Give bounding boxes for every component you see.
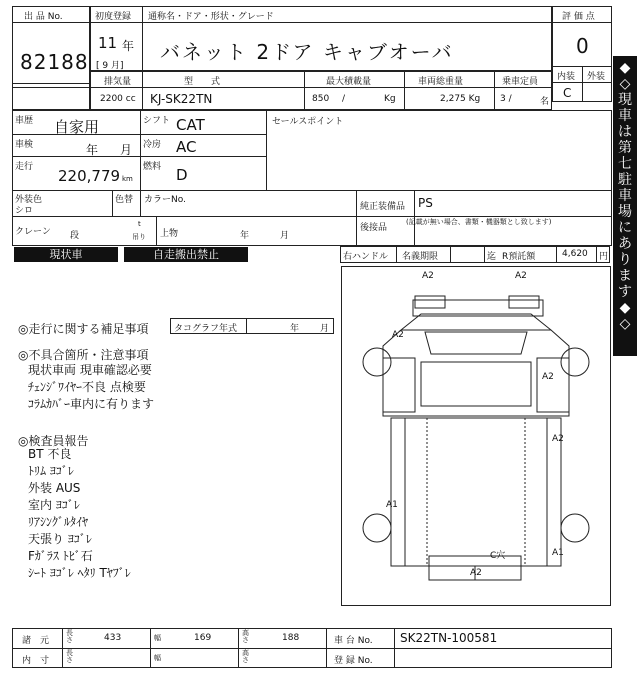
fuel-label: 燃料 — [143, 162, 162, 172]
dims-label: 諸 元 — [22, 636, 50, 646]
max-load-unit: Kg — [384, 94, 396, 104]
sales-point-label: セールスポイント — [272, 117, 344, 127]
lot-number: 82188 — [20, 50, 89, 74]
list-item: 天張り ﾖｺﾞﾚ — [28, 532, 92, 546]
list-item: ﾘｱｼﾝｸﾞﾙﾀｲﾔ — [28, 515, 89, 529]
list-item: ﾁｪﾝｼﾞﾜｲﾔｰ不良 点検要 — [28, 380, 146, 394]
list-item: Fｶﾞﾗｽ ﾄﾋﾞ石 — [28, 549, 93, 563]
length-label: 長さ — [66, 629, 73, 644]
upper-month: 月 — [280, 231, 290, 241]
no-self-drive-badge: 自走搬出禁止 — [124, 247, 248, 262]
history-label: 車歴 — [15, 116, 34, 126]
first-reg-month: [ 9 月] — [96, 61, 124, 71]
list-item: BT 不良 — [28, 447, 72, 461]
damage-mark: A2 — [515, 271, 527, 281]
shift: CAT — [176, 116, 205, 134]
location-notice: ◆ ◇ 現 車 は 第 七 駐 車 場 に あ り ま す ◆ ◇ — [613, 56, 637, 356]
width-label: 幅 — [154, 634, 161, 642]
color-code-label: カラーNo. — [144, 195, 186, 205]
height-label: 高さ — [242, 629, 249, 644]
capacity: 3 / — [500, 94, 512, 104]
mileage: 220,779 — [58, 167, 121, 185]
defects-list — [28, 362, 154, 413]
crane-hanging: 吊り — [132, 233, 146, 241]
year-unit: 年 — [122, 39, 135, 53]
inspection-month: 月 — [120, 143, 133, 157]
damage-mark: A2 — [542, 372, 554, 382]
history: 自家用 — [54, 118, 100, 136]
equipment: PS — [418, 196, 433, 210]
inner-dims-label: 内 寸 — [22, 656, 50, 666]
equipment-label: 純正装備品 — [360, 202, 406, 212]
model-code: KJ-SK22TN — [150, 92, 213, 106]
width: 169 — [194, 633, 212, 643]
mileage-label: 走行 — [15, 162, 34, 172]
crane-ton: t — [138, 220, 141, 228]
transfer-label: 名義期限 — [402, 252, 439, 262]
first-reg-label: 初度登録 — [95, 12, 132, 22]
damage-mark: A1 — [386, 500, 398, 510]
upper-year: 年 — [240, 231, 250, 241]
crane-stage: 段 — [70, 231, 80, 241]
interior-grade: C — [563, 86, 572, 100]
shift-label: シフト — [143, 116, 171, 126]
chassis-label: 車 台 No. — [334, 636, 373, 646]
damage-mark: A2 — [470, 568, 482, 578]
max-load-label: 最大積載量 — [326, 77, 372, 87]
steering: 右ハンドル — [343, 252, 389, 262]
ac-label: 冷房 — [143, 140, 162, 150]
inner-height-label: 高さ — [242, 649, 249, 664]
period-prefix: 迄 — [487, 252, 497, 262]
list-item: 外装 AUS — [28, 481, 81, 495]
aftermarket-note: (記載が無い場合、書類・機器類とし致します) — [406, 218, 552, 226]
truck-diagram — [341, 266, 611, 606]
inspector-list — [28, 446, 131, 582]
list-item: 現状車両 現車確認必要 — [28, 363, 152, 377]
color-change-label: 色替 — [115, 195, 134, 205]
length: 433 — [104, 633, 122, 643]
inner-width-label: 幅 — [154, 654, 161, 662]
score-value: 0 — [576, 34, 589, 58]
list-item: 室内 ﾖｺﾞﾚ — [28, 498, 80, 512]
tacho-year: 年 — [290, 324, 300, 334]
vehicle-name: バネット 2ドア キャブオーバ — [160, 40, 454, 64]
model-label: 型 式 — [184, 77, 221, 87]
recycle-deposit-label: R預託額 — [502, 252, 536, 262]
recycle-deposit-unit: 円 — [599, 252, 609, 262]
damage-mark: A2 — [552, 434, 564, 444]
gross-weight: 2,275 Kg — [440, 94, 481, 104]
gross-weight-label: 車両総重量 — [418, 77, 464, 87]
mileage-unit: km — [122, 175, 133, 183]
registration-label: 登 録 No. — [334, 656, 373, 666]
ac: AC — [176, 138, 197, 156]
damage-mark: A2 — [422, 271, 434, 281]
list-item: ｺﾗﾑｶﾊﾞｰ車内に有ります — [28, 397, 155, 411]
tacho-month: 月 — [320, 324, 330, 334]
capacity-unit: 名 — [540, 97, 550, 107]
damage-mark: A2 — [392, 330, 404, 340]
damage-mark: A1 — [552, 548, 564, 558]
max-load: 850 — [312, 94, 330, 104]
inspection-year: 年 — [86, 143, 99, 157]
fuel: D — [176, 166, 188, 184]
travel-notes-title: ◎走行に関する補足事項 — [18, 322, 149, 336]
tacho-label: タコグラフ年式 — [174, 324, 238, 334]
name-label: 通称名・ドア・形状・グレード — [148, 12, 274, 22]
inner-length-label: 長さ — [66, 649, 73, 664]
list-item: ﾄﾘﾑ ﾖｺﾞﾚ — [28, 464, 74, 478]
damage-mark: C穴 — [490, 551, 506, 561]
chassis-number: SK22TN-100581 — [400, 631, 498, 645]
score-label: 評 価 点 — [562, 12, 595, 22]
displacement: 2200 cc — [100, 94, 136, 104]
first-reg-year: 11 — [98, 34, 118, 52]
as-is-vehicle-badge: 現状車 — [14, 247, 118, 262]
exterior-label: 外装 — [587, 72, 606, 82]
height: 188 — [282, 633, 300, 643]
list-item: ｼｰﾄ ﾖｺﾞﾚ ﾍﾀﾘ Tﾔﾌﾞﾚ — [28, 566, 131, 580]
max-load-sep: / — [342, 94, 346, 104]
color-label: 外装色 — [15, 195, 43, 205]
lot-number-label: 出 品 No. — [24, 12, 63, 22]
color: シロ — [15, 206, 34, 216]
interior-label: 内装 — [557, 72, 576, 82]
aftermarket-label: 後接品 — [360, 223, 388, 233]
defects-title: ◎不具合箇所・注意事項 — [18, 348, 149, 362]
crane-label: クレーン — [15, 227, 51, 237]
inspection-label: 車検 — [15, 140, 34, 150]
recycle-deposit: 4,620 — [562, 249, 588, 259]
displacement-label: 排気量 — [104, 77, 132, 87]
inspector-title: ◎検査員報告 — [18, 434, 89, 448]
upper-label: 上物 — [160, 229, 179, 239]
capacity-label: 乗車定員 — [502, 77, 539, 87]
